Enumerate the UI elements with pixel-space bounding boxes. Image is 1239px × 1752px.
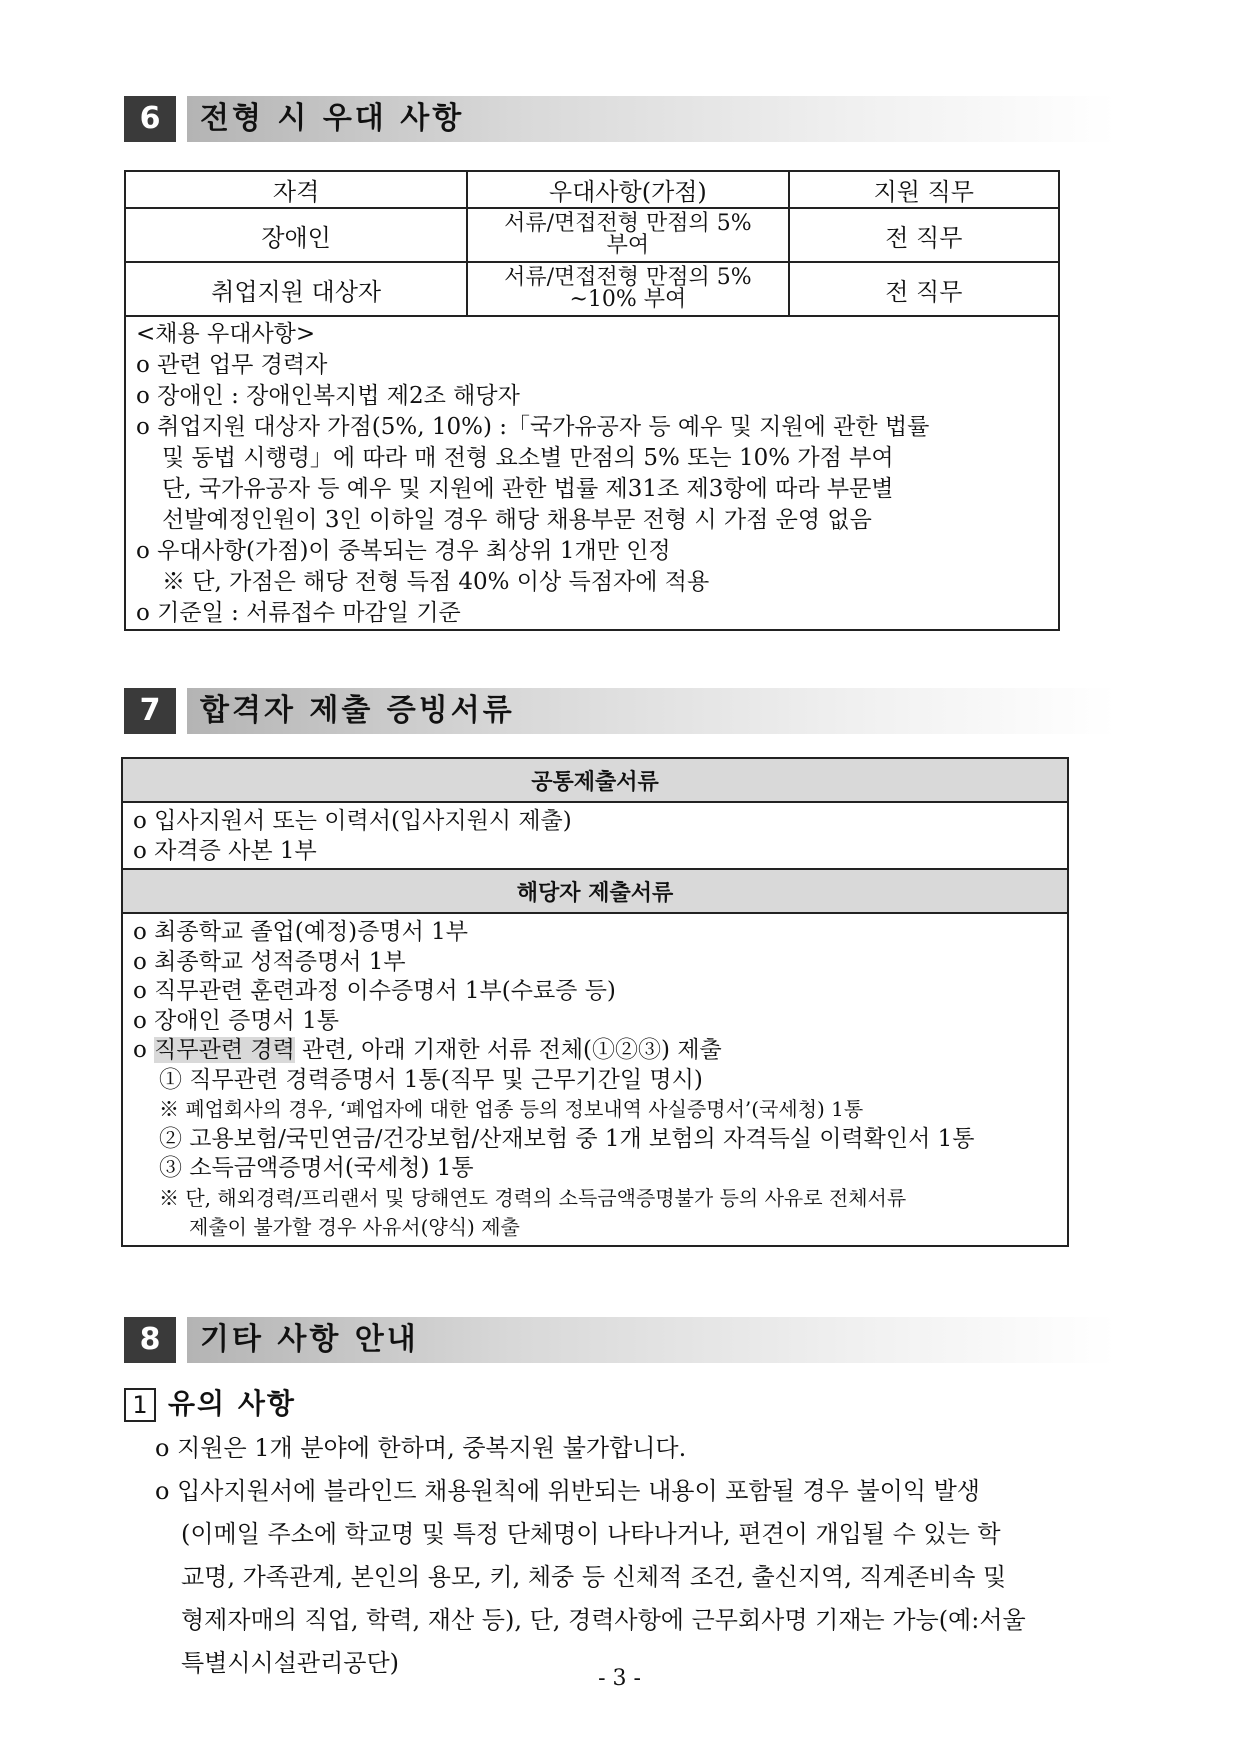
bullet: o bbox=[133, 1037, 155, 1063]
preference-table bbox=[124, 170, 1060, 631]
section-7-header bbox=[124, 688, 1116, 734]
benefit-line: ~10% 부여 bbox=[569, 287, 687, 312]
notes-line: ※ 단, 가점은 해당 전형 득점 40% 이상 득점자에 적용 bbox=[162, 569, 710, 595]
section-title: 합격자 제출 증빙서류 bbox=[200, 693, 515, 728]
list-subitem: ② 고용보험/국민연금/건강보험/산재보험 중 1개 보험의 자격득실 이력확인서 1통 bbox=[159, 1125, 975, 1152]
notice-continuation: (이메일 주소에 학교명 및 특정 단체명이 나타나거나, 편견이 개입될 수 있는 학 bbox=[181, 1520, 1001, 1548]
preference-notes bbox=[125, 316, 1059, 630]
notice-continuation: 교명, 가족관계, 본인의 용모, 키, 체중 등 신체적 조건, 출신지역, 직계존비속 및 bbox=[181, 1563, 1007, 1591]
section-number: 7 bbox=[124, 688, 176, 734]
item-text: 관련, 아래 기재한 서류 전체(①②③) 제출 bbox=[294, 1037, 722, 1063]
table-row bbox=[125, 208, 1059, 262]
notes-line: 및 동법 시행령」에 따라 매 전형 요소별 만점의 5% 또는 10% 가점 부여 bbox=[162, 445, 894, 471]
notes-line: o 장애인 : 장애인복지법 제2조 해당자 bbox=[136, 383, 520, 409]
list-note: ※ 단, 해외경력/프리랜서 및 당해연도 경력의 소득금액증명불가 등의 사유로 전체서류 bbox=[159, 1185, 907, 1210]
cell-job: 전 직무 bbox=[789, 208, 1059, 262]
list-item: o 최종학교 졸업(예정)증명서 1부 bbox=[133, 919, 468, 945]
list-item: o 입사지원서 또는 이력서(입사지원시 제출) bbox=[133, 808, 572, 834]
section-title: 전형 시 우대 사항 bbox=[200, 101, 465, 136]
subsection-number: 1 bbox=[124, 1388, 156, 1422]
list-item: o 직무관련 훈련과정 이수증명서 1부(수료증 등) bbox=[133, 978, 616, 1004]
benefit-line: 서류/면접전형 만점의 5% bbox=[504, 211, 752, 236]
list-item bbox=[133, 1036, 1057, 1066]
subsection-heading bbox=[124, 1384, 296, 1424]
list-item: o 자격증 사본 1부 bbox=[133, 837, 317, 864]
list-note: 제출이 불가할 경우 사유서(양식) 제출 bbox=[189, 1215, 520, 1239]
notes-heading: <채용 우대사항> bbox=[136, 321, 316, 347]
notes-line: 단, 국가유공자 등 예우 및 지원에 관한 법률 제31조 제3항에 따라 부문별 bbox=[162, 476, 894, 502]
section-number: 8 bbox=[124, 1317, 176, 1363]
cell-qualification: 취업지원 대상자 bbox=[125, 262, 467, 316]
notice-item: o 입사지원서에 블라인드 채용원칙에 위반되는 내용이 포함될 경우 불이익 발생 bbox=[155, 1477, 980, 1505]
list-item: o 최종학교 성적증명서 1부 bbox=[133, 948, 406, 975]
list-subitem: ③ 소득금액증명서(국세청) 1통 bbox=[159, 1155, 474, 1181]
section-8-header bbox=[124, 1317, 1116, 1363]
notice-continuation: 형제자매의 직업, 학력, 재산 등), 단, 경력사항에 근무회사명 기재는 가능(예:서울 bbox=[181, 1606, 1026, 1634]
page-number: - 3 - bbox=[598, 1666, 641, 1691]
applicable-docs-header: 해당자 제출서류 bbox=[122, 869, 1068, 913]
notes-line: o 기준일 : 서류접수 마감일 기준 bbox=[136, 600, 461, 626]
section-6-header bbox=[124, 96, 1116, 142]
list-subitem: ① 직무관련 경력증명서 1통(직무 및 근무기간일 명시) bbox=[159, 1066, 703, 1093]
benefit-line: 부여 bbox=[606, 233, 650, 258]
header-qualification: 자격 bbox=[125, 171, 467, 208]
section-number: 6 bbox=[124, 96, 176, 142]
cell-qualification: 장애인 bbox=[125, 208, 467, 262]
benefit-line: 서류/면접전형 만점의 5% bbox=[504, 265, 752, 290]
applicable-docs-list bbox=[122, 913, 1068, 1246]
section-title: 기타 사항 안내 bbox=[200, 1322, 419, 1357]
notice-item: o 지원은 1개 분야에 한하며, 중복지원 불가합니다. bbox=[155, 1434, 687, 1462]
notice-continuation: 특별시시설관리공단) bbox=[181, 1649, 400, 1677]
notes-line: 선발예정인원이 3인 이하일 경우 해당 채용부문 전형 시 가점 운영 없음 bbox=[162, 507, 872, 533]
notes-line: o 취업지원 대상자 가점(5%, 10%) :「국가유공자 등 예우 및 지원에 관한 법률 bbox=[136, 414, 930, 440]
common-docs-header: 공통제출서류 bbox=[122, 758, 1068, 802]
notes-line: o 관련 업무 경력자 bbox=[136, 352, 328, 378]
highlighted-text: 직무관련 경력 bbox=[154, 1037, 295, 1063]
cell-benefit bbox=[467, 262, 788, 316]
list-item: o 장애인 증명서 1통 bbox=[133, 1007, 339, 1034]
notes-line: o 우대사항(가점)이 중복되는 경우 최상위 1개만 인정 bbox=[136, 538, 671, 564]
header-job: 지원 직무 bbox=[789, 171, 1059, 208]
notice-body bbox=[155, 1427, 1115, 1685]
cell-job: 전 직무 bbox=[789, 262, 1059, 316]
common-docs-list bbox=[122, 802, 1068, 869]
subsection-title: 유의 사항 bbox=[168, 1387, 296, 1420]
table-row bbox=[125, 262, 1059, 316]
list-note: ※ 폐업회사의 경우, ‘폐업자에 대한 업종 등의 정보내역 사실증명서’(국세청) 1통 bbox=[159, 1097, 864, 1121]
documents-table bbox=[121, 757, 1069, 1247]
header-benefit: 우대사항(가점) bbox=[467, 171, 788, 208]
cell-benefit bbox=[467, 208, 788, 262]
